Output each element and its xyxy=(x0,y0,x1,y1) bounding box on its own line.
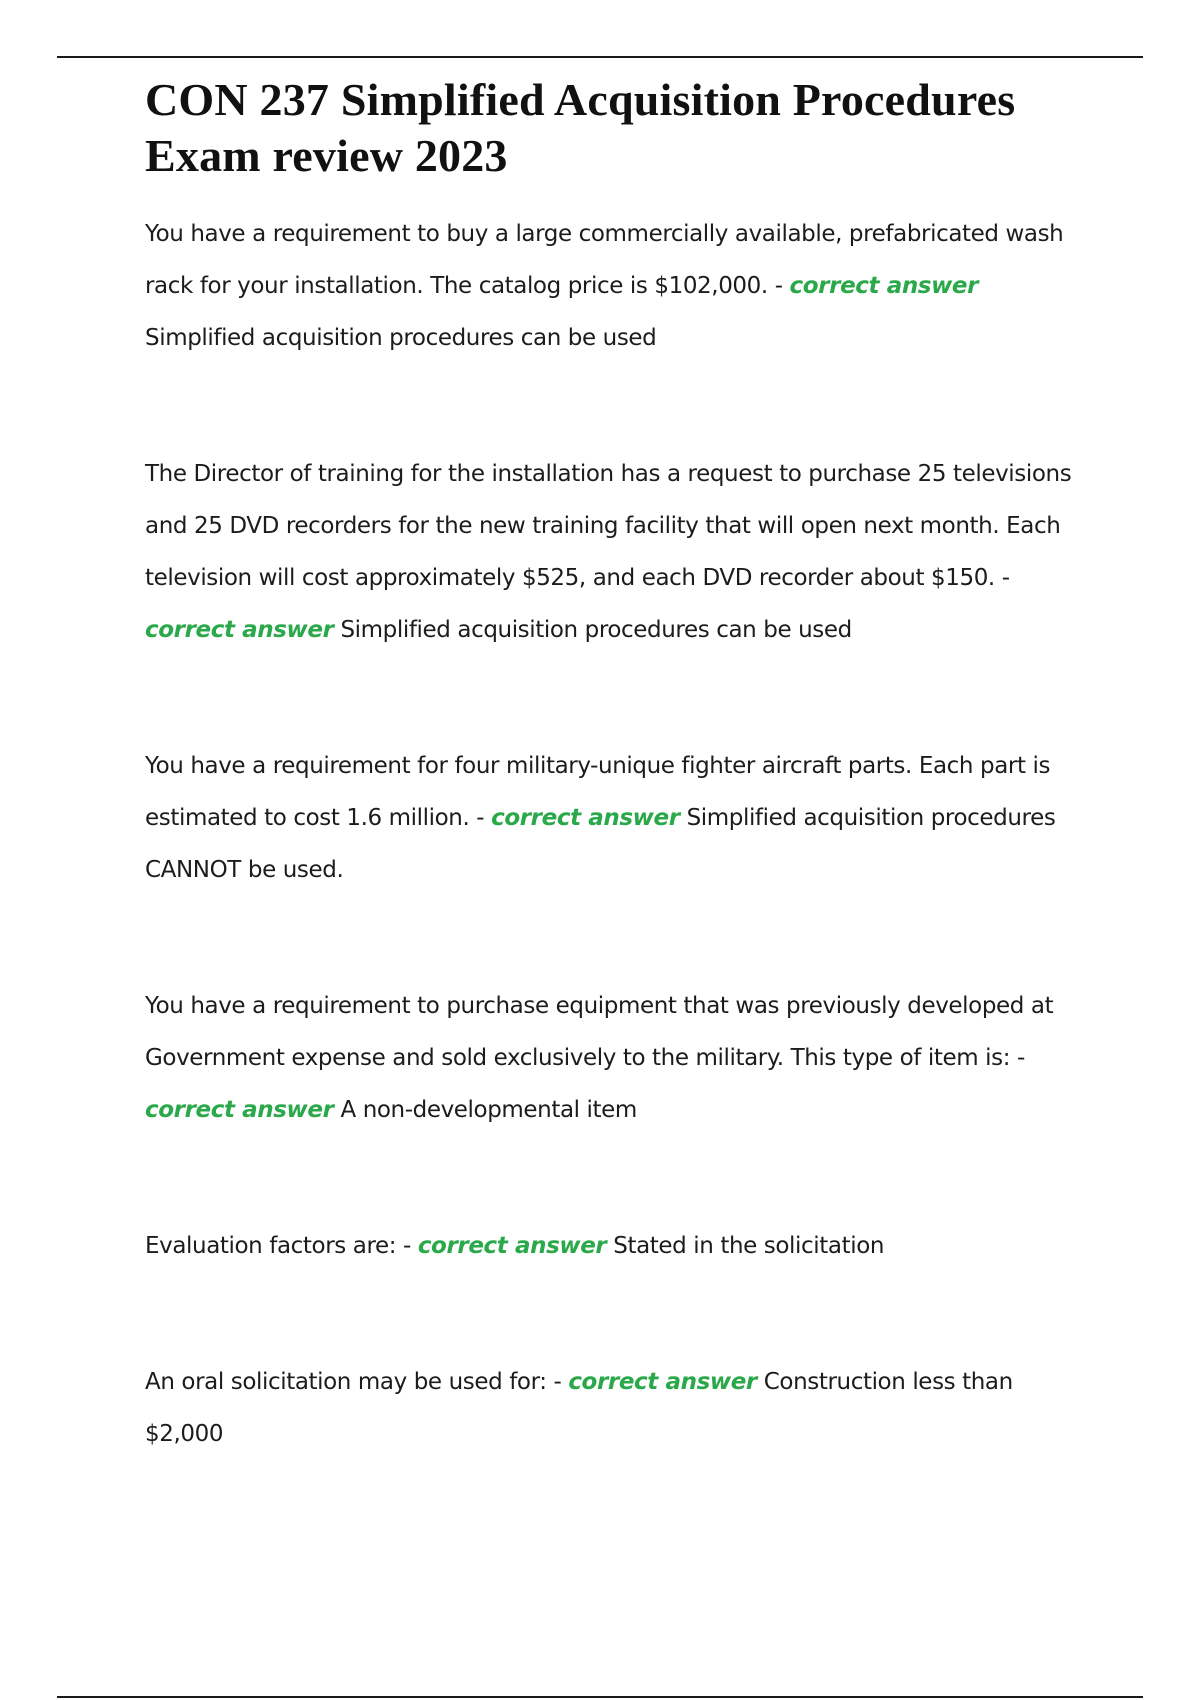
qa-item-3 xyxy=(145,740,1090,896)
question-text: The Director of training for the installation has a request to purchase 25 televisions and 25 DVD recorders for the new training facility that will open next month. Each television will cost approximately $525, and each DVD recorder about $150. - xyxy=(145,461,1072,591)
correct-answer-label: correct answer xyxy=(491,805,680,831)
question-text: Evaluation factors are: - xyxy=(145,1233,411,1259)
answer-text: Simplified acquisition procedures can be used xyxy=(340,617,852,643)
correct-answer-label: correct answer xyxy=(417,1233,607,1259)
question-text: You have a requirement to buy a large commercially available, prefabricated wash rack for your installation. The catalog price is $102,000. - xyxy=(145,221,1064,299)
qa-item-2 xyxy=(145,448,1090,656)
answer-text: Construction less than $2,000 xyxy=(145,1369,1013,1447)
qa-item-6 xyxy=(145,1356,1090,1460)
qa-item-4 xyxy=(145,980,1090,1136)
answer-text: A non-developmental item xyxy=(340,1097,637,1123)
document-title: CON 237 Simplified Acquisition Procedures Exam review 2023 xyxy=(145,74,1016,181)
answer-text: Stated in the solicitation xyxy=(613,1233,885,1259)
correct-answer-label: correct answer xyxy=(145,1097,334,1123)
top-rule xyxy=(57,56,1143,58)
question-text: An oral solicitation may be used for: - xyxy=(145,1369,562,1395)
answer-text: Simplified acquisition procedures CANNOT be used. xyxy=(145,805,1056,883)
correct-answer-label: correct answer xyxy=(568,1369,757,1395)
question-text: You have a requirement for four military-unique fighter aircraft parts. Each part is estimated to cost 1.6 million. - xyxy=(145,753,1051,831)
bottom-rule xyxy=(57,1696,1143,1698)
answer-text: Simplified acquisition procedures can be used xyxy=(145,325,657,351)
correct-answer-label: correct answer xyxy=(145,617,334,643)
correct-answer-label: correct answer xyxy=(789,273,979,299)
question-text: You have a requirement to purchase equipment that was previously developed at Government expense and sold exclusively to the military. This type of item is: - xyxy=(145,993,1054,1071)
qa-item-1 xyxy=(145,208,1090,364)
qa-item-5 xyxy=(145,1220,1090,1272)
document-body xyxy=(145,72,1090,1544)
